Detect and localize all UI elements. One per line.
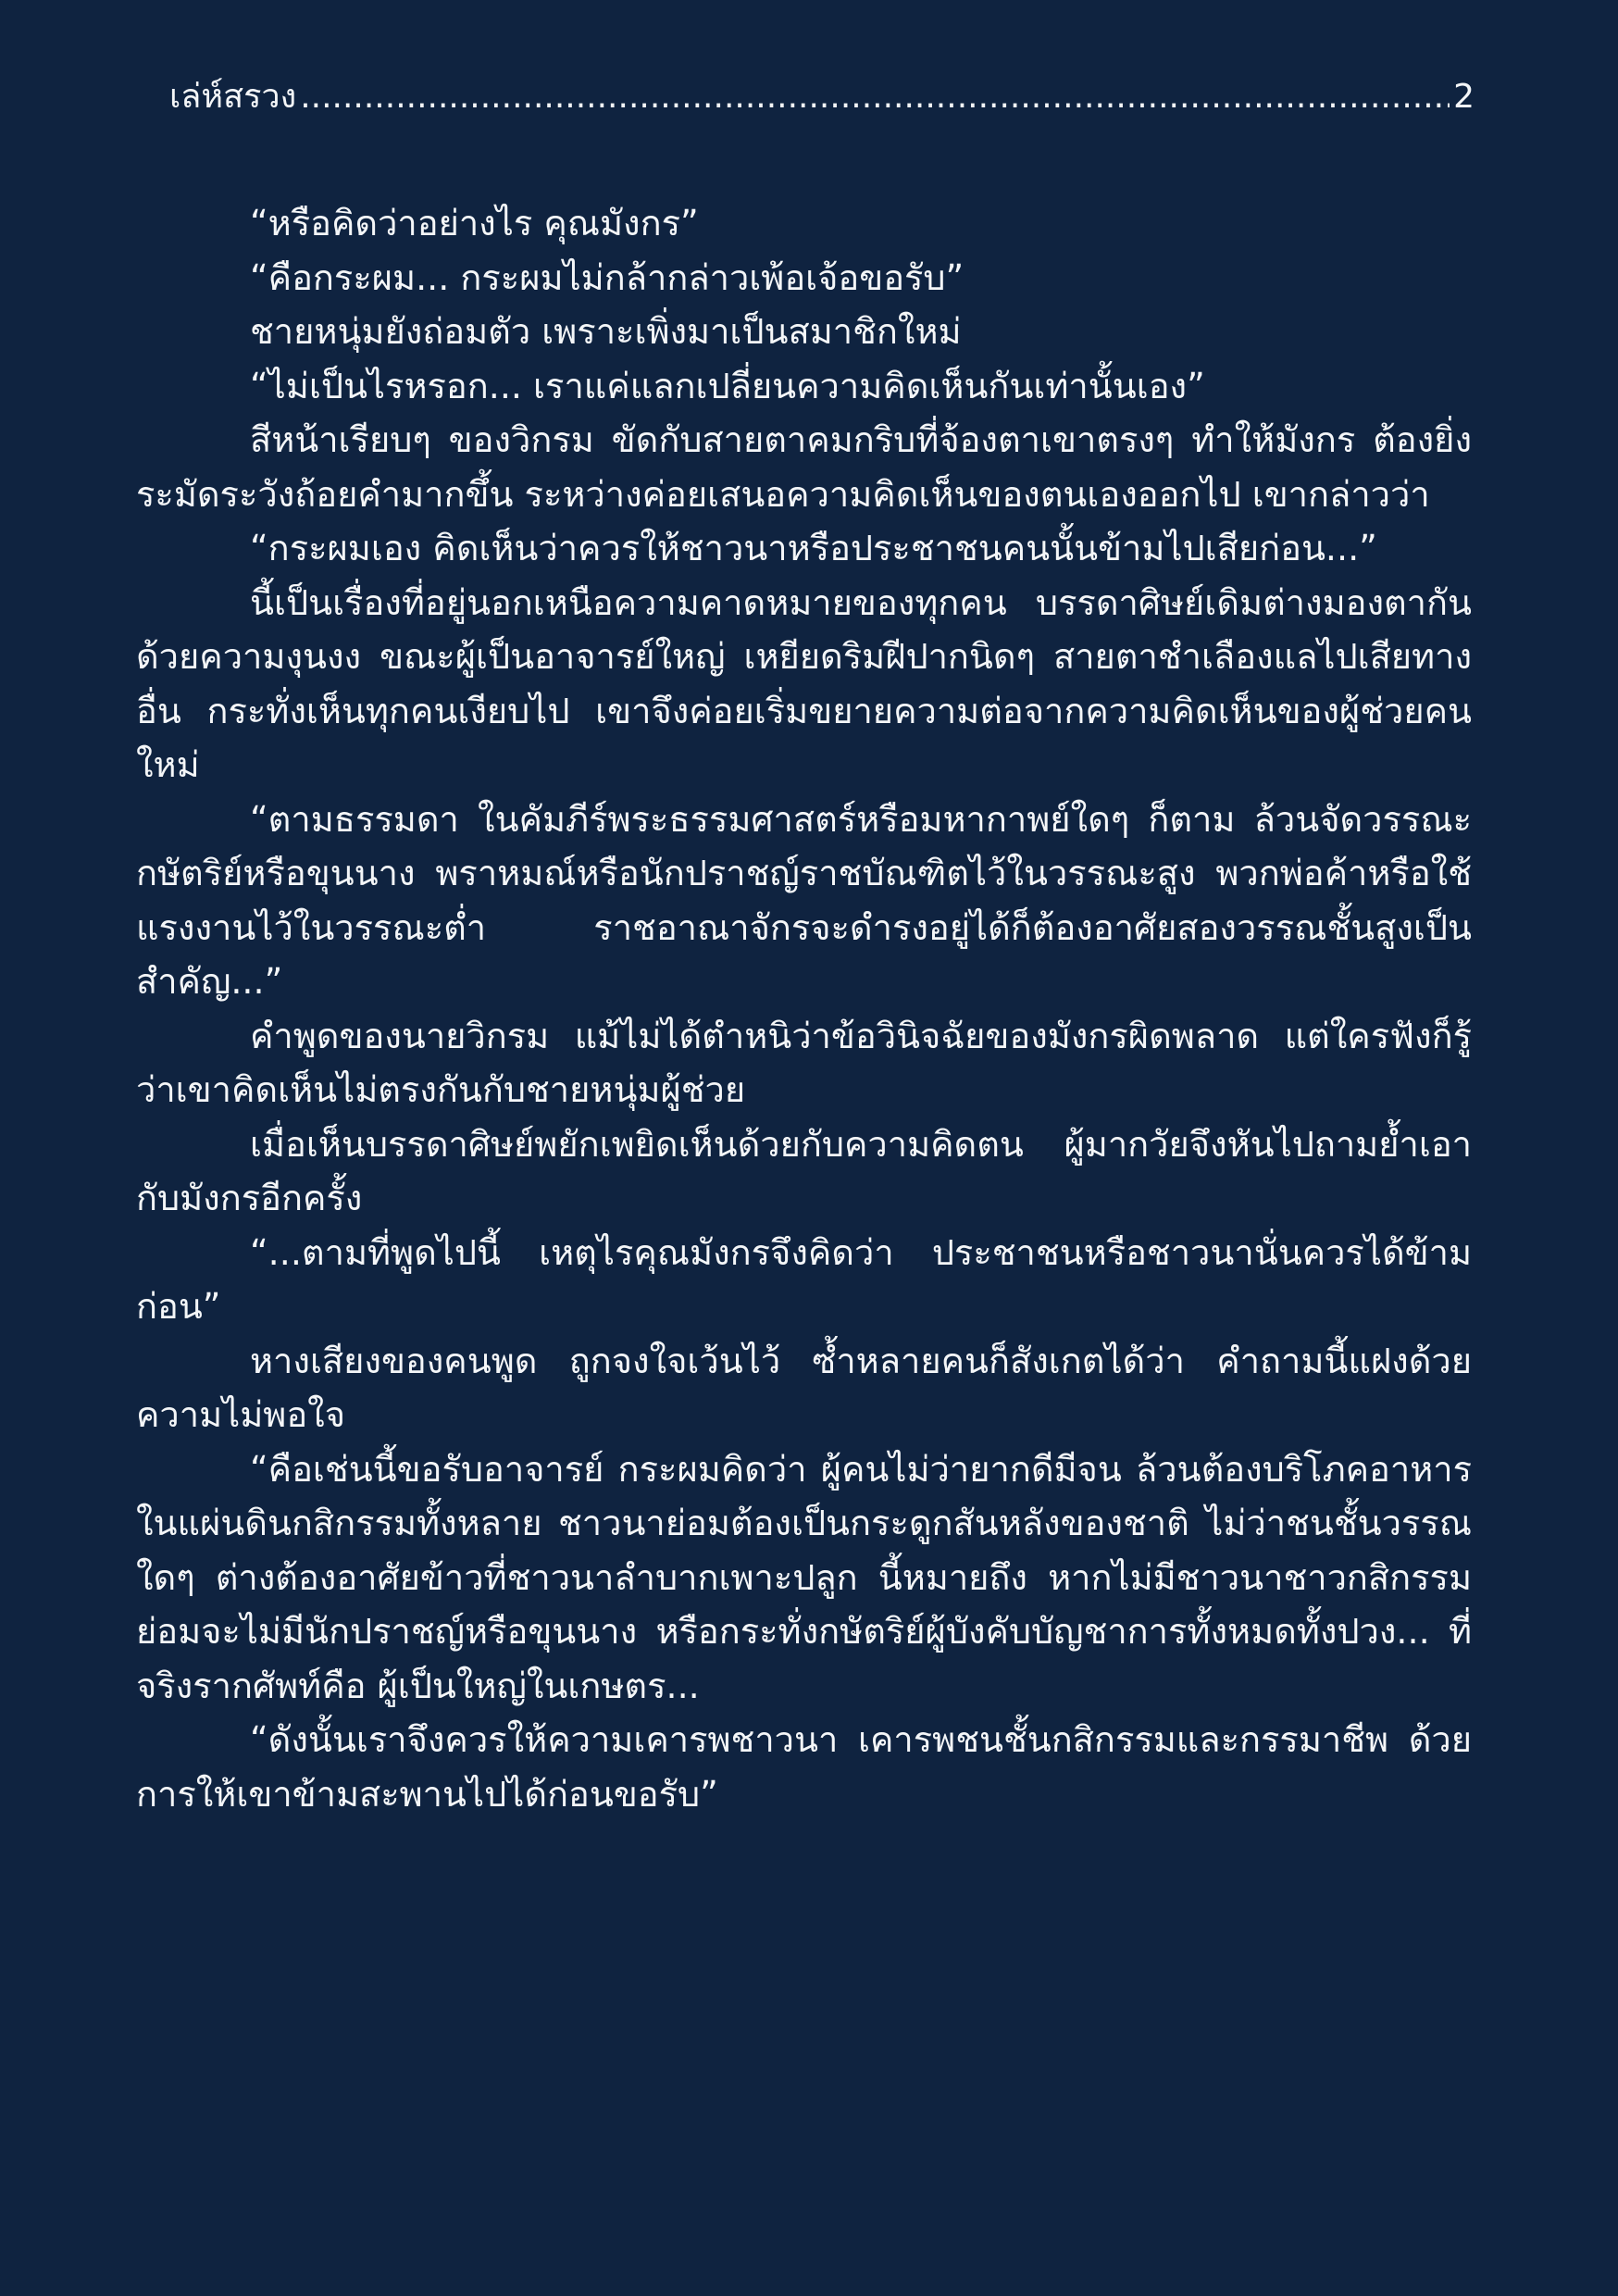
paragraph: สีหน้าเรียบๆ ของวิกรม ขัดกับสายตาคมกริบที่จ้องตาเขาตรงๆ ทำให้มังกร ต้องยิ่งระมัดระวังถ้อยคำมากขึ้น ระหว่างค่อยเสนอความคิดเห็นของตนเองออกไป เขากล่าวว่า <box>136 419 1472 515</box>
paragraph: นี้เป็นเรื่องที่อยู่นอกเหนือความคาดหมายของทุกคน บรรดาศิษย์เดิมต่างมองตากัน ด้วยความงุนงง ขณะผู้เป็นอาจารย์ใหญ่ เหยียดริมฝีปากนิดๆ สายตาชำเลืองแลไปเสียทางอื่น กระทั่งเห็นทุกคนเงียบไป เขาจึงค่อยเริ่มขยายความต่อจากความคิดเห็นของผู้ช่วยคนใหม่ <box>136 581 1472 785</box>
page-number: 2 <box>1453 78 1475 116</box>
paragraph: ชายหนุ่มยังถ่อมตัว เพราะเพิ่งมาเป็นสมาชิกใหม่ <box>250 311 962 352</box>
paragraph: “...ตามที่พูดไปนี้ เหตุไรคุณมังกรจึงคิดว่า ประชาชนหรือชาวนานั่นควรได้ข้ามก่อน” <box>136 1231 1472 1327</box>
paragraph: “หรือคิดว่าอย่างไร คุณมังกร” <box>250 203 699 243</box>
paragraph: “กระผมเอง คิดเห็นว่าควรให้ชาวนาหรือประชาชนคนนั้นข้ามไปเสียก่อน...” <box>250 528 1377 568</box>
paragraph: หางเสียงของคนพูด ถูกจงใจเว้นไว้ ซ้ำหลายคนก็สังเกตได้ว่า คำถามนี้แฝงด้วยความไม่พอใจ <box>136 1340 1472 1435</box>
paragraph: คำพูดของนายวิกรม แม้ไม่ได้ตำหนิว่าข้อวินิจฉัยของมังกรผิดพลาด แต่ใครฟังก็รู้ว่าเขาคิดเห็นไม่ตรงกันกับชายหนุ่มผู้ช่วย <box>136 1015 1472 1110</box>
body-text <box>136 196 1472 1821</box>
paragraph: “คือกระผม... กระผมไม่กล้ากล่าวเพ้อเจ้อขอรับ” <box>250 256 965 298</box>
paragraph: “คือเช่นนี้ขอรับอาจารย์ กระผมคิดว่า ผู้คนไม่ว่ายากดีมีจน ล้วนต้องบริโภคอาหารในแผ่นดินกสิกรรมทั้งหลาย ชาวนาย่อมต้องเป็นกระดูกสันหลังของชาติ ไม่ว่าชนชั้นวรรณใดๆ ต่างต้องอาศัยข้าวที่ชาวนาลำบากเพาะปลูก นี้หมายถึง หากไม่มีชาวนาชาวกสิกรรมย่อมจะไม่มีนักปราชญ์หรือขุนนาง หรือกระทั่งกษัตริย์ผู้บังคับบัญชาการทั้งหมดทั้งปวง... ที่จริงรากศัพท์คือ ผู้เป็นใหญ่ในเกษตร... <box>136 1448 1472 1706</box>
running-header <box>169 65 1475 120</box>
paragraph: “ดังนั้นเราจึงควรให้ความเคารพชาวนา เคารพชนชั้นกสิกรรมและกรรมาชีพ ด้วยการให้เขาข้ามสะพานไปได้ก่อนขอรับ” <box>136 1719 1472 1815</box>
paragraph: “ตามธรรมดา ในคัมภีร์พระธรรมศาสตร์หรือมหากาพย์ใดๆ ก็ตาม ล้วนจัดวรรณะกษัตริย์หรือขุนนาง พราหมณ์หรือนักปราชญ์ราชบัณฑิตไว้ในวรรณะสูง พวกพ่อค้าหรือใช้แรงงานไว้ในวรรณะต่ำ ราชอาณาจักรจะดำรงอยู่ได้ก็ต้องอาศัยสองวรรณชั้นสูงเป็นสำคัญ...” <box>136 798 1472 1002</box>
paragraph: “ไม่เป็นไรหรอก... เราแค่แลกเปลี่ยนความคิดเห็นกันเท่านั้นเอง” <box>250 365 1205 406</box>
paragraph: เมื่อเห็นบรรดาศิษย์พยักเพยิดเห็นด้วยกับความคิดตน ผู้มากวัยจึงหันไปถามย้ำเอากับมังกรอีกครั้ง <box>136 1123 1472 1218</box>
book-title: เล่ห์สรวง <box>169 78 297 116</box>
dot-leader <box>300 74 1450 120</box>
